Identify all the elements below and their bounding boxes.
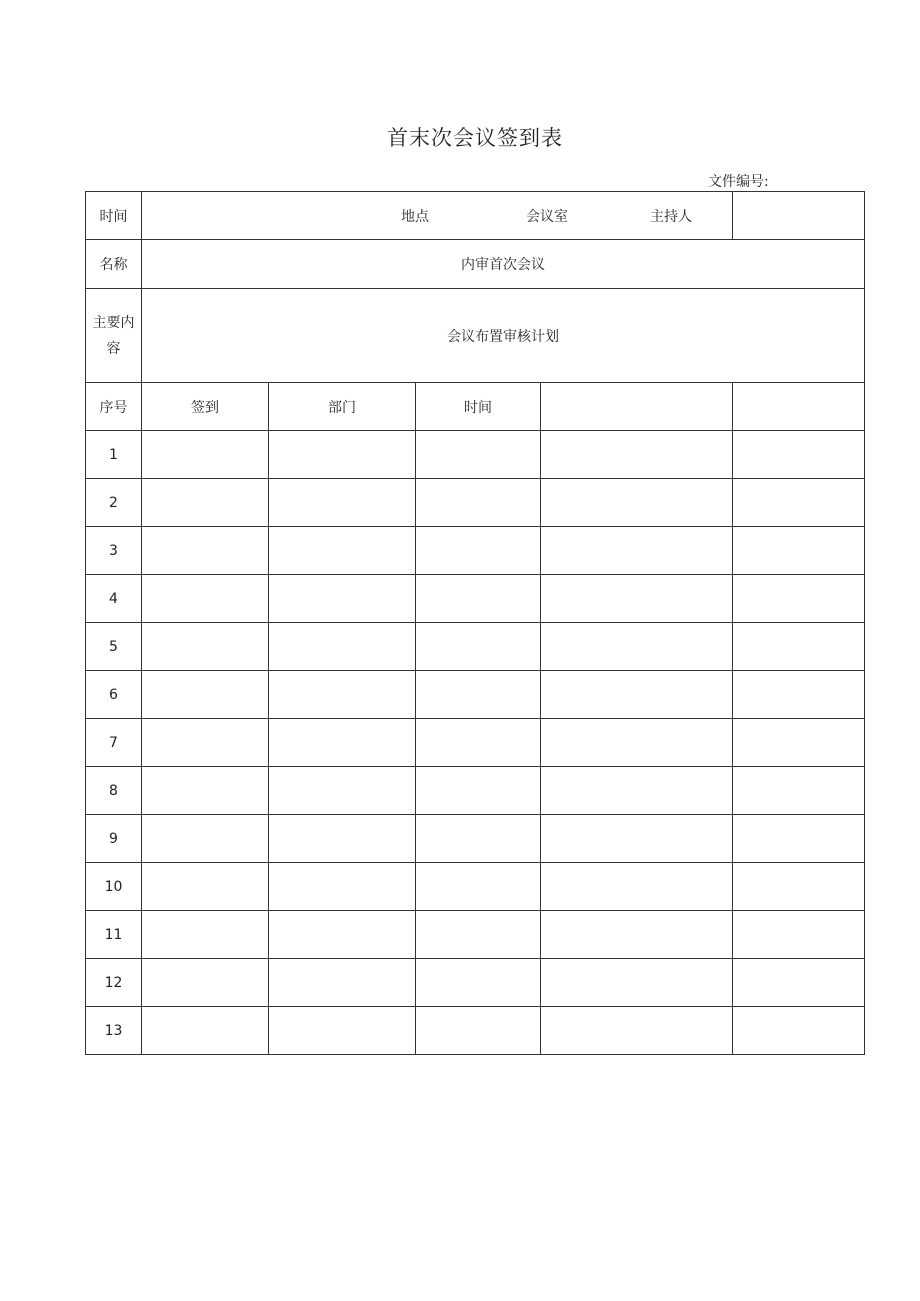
blank-cell-1[interactable] [541,767,733,815]
department-cell[interactable] [269,623,416,671]
meeting-time-row [86,192,865,240]
blank-cell-1[interactable] [541,719,733,767]
signature-cell[interactable] [142,527,269,575]
time-location-host-cell[interactable] [142,192,733,240]
table-row [86,1007,865,1055]
content-label [86,289,142,383]
seq-cell: 1 [86,431,142,479]
table-row [86,719,865,767]
blank-cell-2[interactable] [733,479,865,527]
attendance-body [86,431,865,1055]
time-label: 时间 [86,192,142,240]
host-label: 主持人 [650,208,692,225]
name-value[interactable]: 内审首次会议 [142,240,865,289]
signature-cell[interactable] [142,863,269,911]
time-cell[interactable] [416,575,541,623]
time-cell[interactable] [416,959,541,1007]
seq-cell: 9 [86,815,142,863]
time-cell[interactable] [416,671,541,719]
blank-cell-1[interactable] [541,575,733,623]
table-row [86,431,865,479]
seq-cell: 4 [86,575,142,623]
department-cell[interactable] [269,863,416,911]
table-row [86,911,865,959]
department-cell[interactable] [269,767,416,815]
blank-cell-1[interactable] [541,1007,733,1055]
blank-cell-2[interactable] [733,1007,865,1055]
blank-cell-1[interactable] [541,671,733,719]
department-cell[interactable] [269,959,416,1007]
host-value-cell[interactable] [733,192,865,240]
department-cell[interactable] [269,719,416,767]
signature-cell[interactable] [142,671,269,719]
location-value: 会议室 [526,208,568,225]
time-cell[interactable] [416,767,541,815]
time-cell[interactable] [416,623,541,671]
table-row [86,815,865,863]
time-cell[interactable] [416,479,541,527]
seq-cell: 11 [86,911,142,959]
blank-cell-2[interactable] [733,527,865,575]
seq-cell: 13 [86,1007,142,1055]
document-title: 首末次会议签到表 [387,126,563,150]
table-row [86,767,865,815]
department-cell[interactable] [269,815,416,863]
seq-cell: 5 [86,623,142,671]
department-cell[interactable] [269,527,416,575]
col-header-seq: 序号 [86,383,142,431]
time-cell[interactable] [416,431,541,479]
blank-cell-1[interactable] [541,911,733,959]
content-value[interactable]: 会议布置审核计划 [142,289,865,383]
blank-cell-2[interactable] [733,863,865,911]
blank-cell-2[interactable] [733,575,865,623]
table-row [86,527,865,575]
signature-cell[interactable] [142,623,269,671]
attendance-header-row [86,383,865,431]
blank-cell-2[interactable] [733,671,865,719]
blank-cell-1[interactable] [541,431,733,479]
meeting-name-row [86,240,865,289]
col-header-blank-1 [541,383,733,431]
meeting-content-row [86,289,865,383]
col-header-time: 时间 [416,383,541,431]
col-header-signature: 签到 [142,383,269,431]
signature-cell[interactable] [142,479,269,527]
blank-cell-2[interactable] [733,959,865,1007]
doc-number-label: 文件编号: [708,174,769,190]
blank-cell-2[interactable] [733,623,865,671]
time-cell[interactable] [416,863,541,911]
department-cell[interactable] [269,1007,416,1055]
seq-cell: 7 [86,719,142,767]
signature-cell[interactable] [142,767,269,815]
blank-cell-2[interactable] [733,767,865,815]
table-row [86,959,865,1007]
table-row [86,575,865,623]
signature-cell[interactable] [142,911,269,959]
signature-cell[interactable] [142,431,269,479]
blank-cell-2[interactable] [733,719,865,767]
location-label: 地点 [401,208,429,225]
signature-cell[interactable] [142,815,269,863]
time-cell[interactable] [416,527,541,575]
seq-cell: 3 [86,527,142,575]
blank-cell-1[interactable] [541,623,733,671]
table-row [86,671,865,719]
time-cell[interactable] [416,911,541,959]
department-cell[interactable] [269,575,416,623]
col-header-blank-2 [733,383,865,431]
blank-cell-1[interactable] [541,815,733,863]
time-cell[interactable] [416,815,541,863]
blank-cell-1[interactable] [541,959,733,1007]
department-cell[interactable] [269,431,416,479]
signature-cell[interactable] [142,1007,269,1055]
time-cell[interactable] [416,1007,541,1055]
col-header-department: 部门 [269,383,416,431]
blank-cell-2[interactable] [733,815,865,863]
seq-cell: 6 [86,671,142,719]
seq-cell: 2 [86,479,142,527]
seq-cell: 10 [86,863,142,911]
time-cell[interactable] [416,719,541,767]
sign-in-table [85,191,865,1055]
seq-cell: 8 [86,767,142,815]
blank-cell-1[interactable] [541,479,733,527]
content-label-line2: 容 [106,340,121,357]
content-label-line1: 主要内 [92,314,135,331]
blank-cell-2[interactable] [733,431,865,479]
name-label: 名称 [86,240,142,289]
department-cell[interactable] [269,479,416,527]
blank-cell-1[interactable] [541,527,733,575]
signature-cell[interactable] [142,575,269,623]
department-cell[interactable] [269,911,416,959]
table-row [86,479,865,527]
blank-cell-1[interactable] [541,863,733,911]
blank-cell-2[interactable] [733,911,865,959]
signature-cell[interactable] [142,959,269,1007]
table-row [86,623,865,671]
seq-cell: 12 [86,959,142,1007]
signature-cell[interactable] [142,719,269,767]
table-row [86,863,865,911]
department-cell[interactable] [269,671,416,719]
